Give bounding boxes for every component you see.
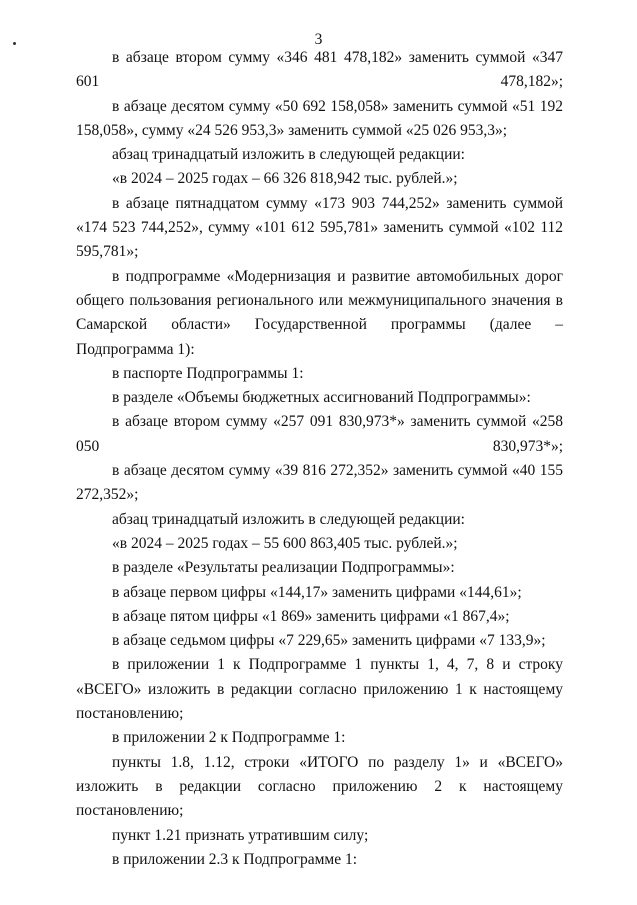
paragraph: в абзаце первом цифры «144,17» заменить цифрами «144,61»; xyxy=(112,583,522,601)
paragraph: пункт 1.21 признать утратившим силу; xyxy=(112,826,369,844)
paragraph: пункты 1.8, 1.12, строки «ИТОГО по разделу 1» и «ВСЕГО» изложить в редакции согласно приложению 2 к настоящему постановлению; xyxy=(76,753,563,820)
paragraph: в разделе «Результаты реализации Подпрограммы»: xyxy=(112,559,455,577)
paragraph: в приложении 1 к Подпрограмме 1 пункты 1, 4, 7, 8 и строку «ВСЕГО» изложить в редакции согласно приложению 1 к настоящему постановлению; xyxy=(76,656,563,723)
paragraph: в абзаце десятом сумму «39 816 272,352» заменить суммой «40 155 272,352»; xyxy=(76,462,563,504)
scan-mark xyxy=(13,42,16,45)
paragraph: в абзаце пятом цифры «1 869» заменить цифрами «1 867,4»; xyxy=(112,607,510,625)
paragraph: в приложении 2 к Подпрограмме 1: xyxy=(112,729,346,747)
paragraph: абзац тринадцатый изложить в следующей редакции: xyxy=(112,146,465,164)
paragraph: в абзаце втором сумму «257 091 830,973*» заменить суммой «258 050 830,973*»; xyxy=(76,413,563,455)
page-number: 3 xyxy=(314,31,323,48)
paragraph: абзац тринадцатый изложить в следующей редакции: xyxy=(112,510,465,528)
paragraph: в паспорте Подпрограммы 1: xyxy=(112,364,304,382)
document-body xyxy=(76,46,563,872)
paragraph: в разделе «Объемы бюджетных ассигнований Подпрограммы»: xyxy=(112,389,531,407)
paragraph: в абзаце десятом сумму «50 692 158,058» заменить суммой «51 192 158,058», сумму «24 526 953,3» заменить суммой «25 026 953,3»; xyxy=(76,97,563,139)
paragraph: в абзаце пятнадцатом сумму «173 903 744,252» заменить суммой «174 523 744,252», сумму «101 612 595,781» заменить суммой «102 112 595,781»; xyxy=(76,194,563,261)
paragraph: в абзаце втором сумму «346 481 478,182» заменить суммой «347 601 478,182»; xyxy=(76,49,563,91)
paragraph: «в 2024 – 2025 годах – 55 600 863,405 тыс. рублей.»; xyxy=(112,534,458,552)
paragraph: в подпрограмме «Модернизация и развитие автомобильных дорог общего пользования регионального или межмуниципального значения в Самарской области» Государственной программы (далее – Подпрограмма 1): xyxy=(76,267,563,358)
paragraph: в абзаце седьмом цифры «7 229,65» заменить цифрами «7 133,9»; xyxy=(112,632,546,650)
paragraph: в приложении 2.3 к Подпрограмме 1: xyxy=(112,850,358,868)
paragraph: «в 2024 – 2025 годах – 66 326 818,942 тыс. рублей.»; xyxy=(112,170,458,188)
